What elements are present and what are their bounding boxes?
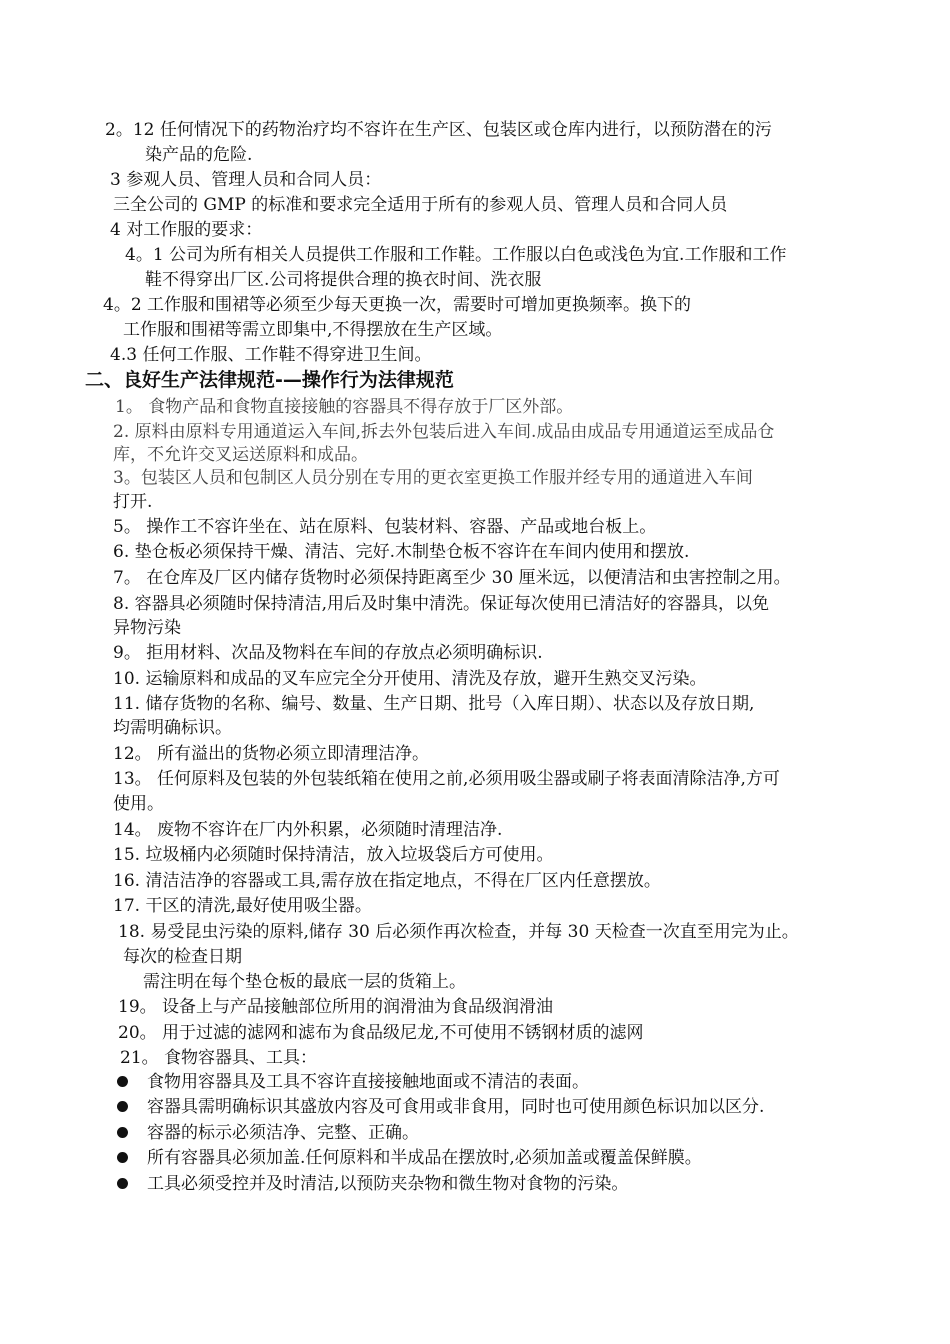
rule-8-line1: 8. 容器具必须随时保持清洁,用后及时集中清洗。保证每次使用已清洁好的容器具，以免 (113, 594, 770, 614)
section-heading-gmp: 二、良好生产法律规范-—操作行为法律规范 (85, 369, 454, 391)
rule-12: 12。 所有溢出的货物必须立即清理洁净。 (113, 744, 430, 764)
rule-18-line2: 每次的检查日期 (123, 947, 242, 967)
rule-14: 14。 废物不容许在厂内外积累，必须随时清理洁净. (113, 820, 503, 840)
bullet-item: 容器具需明确标识其盛放内容及可食用或非食用，同时也可使用颜色标识加以区分. (147, 1097, 765, 1117)
para-4-1-line2: 鞋不得穿出厂区.公司将提供合理的换衣时间、洗衣服 (145, 270, 542, 290)
rule-10: 10. 运输原料和成品的叉车应完全分开使用、清洗及存放，避开生熟交叉污染。 (113, 669, 707, 689)
para-2-12-line2: 染产品的危险. (145, 145, 253, 165)
rule-13-line2: 使用。 (113, 794, 164, 814)
rule-17: 17. 干区的清洗,最好使用吸尘器。 (113, 896, 372, 916)
bullet-item: 容器的标示必须洁净、完整、正确。 (147, 1123, 419, 1143)
rule-3-line2: 打开. (113, 492, 153, 512)
para-2-12-line1: 2。12 任何情况下的药物治疗均不容许在生产区、包装区或仓库内进行，以预防潜在的污 (105, 120, 772, 140)
rule-21: 21。 食物容器具、工具： (120, 1048, 318, 1068)
rule-3-line1: 3。包装区人员和包制区人员分别在专用的更衣室更换工作服并经专用的通道进入车间 (113, 468, 753, 488)
para-4-1-line1: 4。1 公司为所有相关人员提供工作服和工作鞋。工作服以白色或浅色为宜.工作服和工作 (125, 245, 787, 265)
bullet-icon (117, 1127, 128, 1138)
para-visitors: 三全公司的 GMP 的标准和要求完全适用于所有的参观人员、管理人员和合同人员 (113, 195, 728, 215)
heading-visitors: 3 参观人员、管理人员和合同人员： (110, 170, 382, 190)
bullet-item: 工具必须受控并及时清洁,以预防夹杂物和微生物对食物的污染。 (147, 1174, 629, 1194)
rule-1: 1。 食物产品和食物直接接触的容器具不得存放于厂区外部。 (115, 397, 574, 417)
para-4-3: 4.3 任何工作服、工作鞋不得穿进卫生间。 (110, 345, 432, 365)
bullet-icon (117, 1101, 128, 1112)
rule-9: 9。 拒用材料、次品及物料在车间的存放点必须明确标识. (113, 643, 543, 663)
rule-11-line2: 均需明确标识。 (113, 718, 232, 738)
rule-6: 6. 垫仓板必须保持干燥、清洁、完好.木制垫仓板不容许在车间内使用和摆放. (113, 542, 690, 562)
rule-5: 5。 操作工不容许坐在、站在原料、包装材料、容器、产品或地台板上。 (113, 517, 657, 537)
rule-16: 16. 清洁洁净的容器或工具,需存放在指定地点，不得在厂区内任意摆放。 (113, 871, 661, 891)
bullet-icon (117, 1076, 128, 1087)
rule-18-line3: 需注明在每个垫仓板的最底一层的货箱上。 (143, 972, 466, 992)
rule-2-line1: 2. 原料由原料专用通道运入车间,拆去外包装后进入车间.成品由成品专用通道运至成品仓 (113, 422, 775, 442)
rule-7: 7。 在仓库及厂区内储存货物时必须保持距离至少 30 厘米远，以便清洁和虫害控制之用。 (113, 568, 791, 588)
rule-19: 19。 设备上与产品接触部位所用的润滑油为食品级润滑油 (118, 997, 554, 1017)
heading-workwear: 4 对工作服的要求： (110, 220, 263, 240)
rule-8-line2: 异物污染 (113, 618, 181, 638)
para-4-2-line1: 4。2 工作服和围裙等必须至少每天更换一次，需要时可增加更换频率。换下的 (103, 295, 692, 315)
bullet-item: 食物用容器具及工具不容许直接接触地面或不清洁的表面。 (147, 1072, 589, 1092)
rule-13-line1: 13。 任何原料及包装的外包装纸箱在使用之前,必须用吸尘器或刷子将表面清除洁净,方可 (113, 769, 780, 789)
rule-11-line1: 11. 储存货物的名称、编号、数量、生产日期、批号（入库日期）、状态以及存放日期, (113, 694, 755, 714)
bullet-icon (117, 1178, 128, 1189)
rule-2-line2: 库，不允许交叉运送原料和成品。 (113, 445, 368, 465)
rule-18-line1: 18. 易受昆虫污染的原料,储存 30 后必须作再次检查，并每 30 天检查一次直至用完为止。 (118, 922, 799, 942)
bullet-icon (117, 1152, 128, 1163)
rule-20: 20。 用于过滤的滤网和滤布为食品级尼龙,不可使用不锈钢材质的滤网 (118, 1023, 644, 1043)
bullet-item: 所有容器具必须加盖.任何原料和半成品在摆放时,必须加盖或覆盖保鲜膜。 (147, 1148, 702, 1168)
para-4-2-line2: 工作服和围裙等需立即集中,不得摆放在生产区域。 (123, 320, 503, 340)
rule-15: 15. 垃圾桶内必须随时保持清洁，放入垃圾袋后方可使用。 (113, 845, 554, 865)
